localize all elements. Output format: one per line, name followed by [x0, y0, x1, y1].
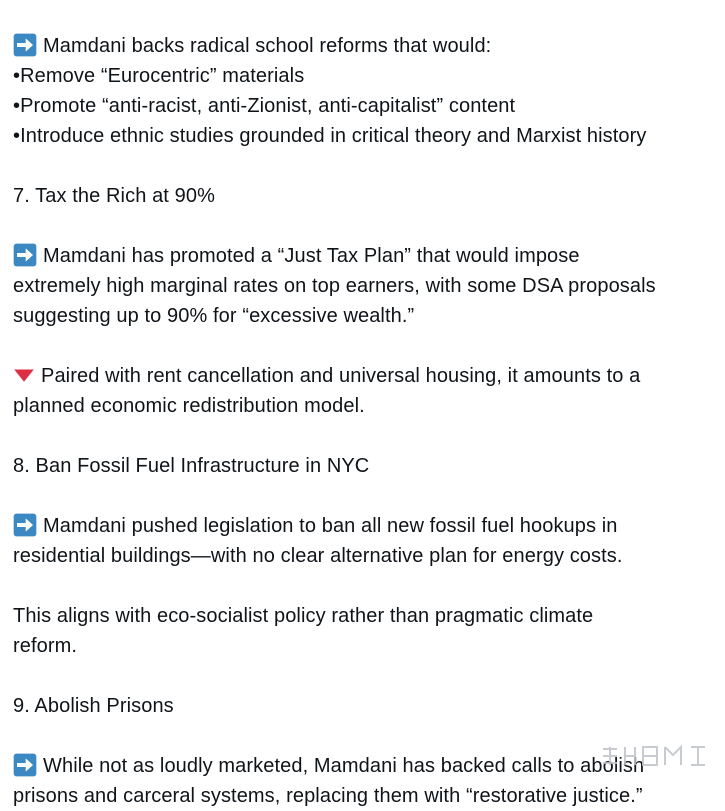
bullet-item: •Remove “Eurocentric” materials: [13, 65, 305, 87]
section-heading-7: 7. Tax the Rich at 90%: [13, 185, 215, 207]
bullet-item: •Promote “anti-racist, anti-Zionist, anti-capitalist” content: [13, 95, 516, 117]
text-line: prisons and carceral systems, replacing them with “restorative justice.”: [13, 785, 643, 807]
text-line: [13, 511, 718, 541]
section-heading-9: 9. Abolish Prisons: [13, 695, 174, 717]
text-line: [13, 241, 718, 271]
right-arrow-icon: [13, 33, 37, 57]
right-arrow-icon: [13, 243, 37, 267]
post-text: [13, 31, 718, 811]
text-line: [13, 31, 718, 61]
right-arrow-icon: [13, 753, 37, 777]
text-line: planned economic redistribution model.: [13, 395, 365, 417]
text-line: This aligns with eco-socialist policy rather than pragmatic climate: [13, 605, 594, 627]
prisons-text: While not as loudly marketed, Mamdani has backed calls to abolish: [43, 755, 645, 777]
section-heading-8: 8. Ban Fossil Fuel Infrastructure in NYC: [13, 455, 370, 477]
text-line: extremely high marginal rates on top earners, with some DSA proposals: [13, 275, 656, 297]
bullet-item: •Introduce ethnic studies grounded in critical theory and Marxist history: [13, 125, 647, 147]
text-line: suggesting up to 90% for “excessive wealth.”: [13, 305, 415, 327]
text-line: [13, 361, 718, 391]
school-reforms-text: Mamdani backs radical school reforms that would:: [43, 35, 492, 57]
tax-plan-text: Mamdani has promoted a “Just Tax Plan” that would impose: [43, 245, 580, 267]
text-line: residential buildings—with no clear alternative plan for energy costs.: [13, 545, 623, 567]
right-arrow-icon: [13, 513, 37, 537]
text-line: reform.: [13, 635, 78, 657]
fossil-fuel-text: Mamdani pushed legislation to ban all new fossil fuel hookups in: [43, 515, 618, 537]
red-down-triangle-icon: [13, 364, 35, 386]
watermark-icon: [599, 741, 719, 771]
redistribution-text: Paired with rent cancellation and universal housing, it amounts to a: [41, 365, 641, 387]
